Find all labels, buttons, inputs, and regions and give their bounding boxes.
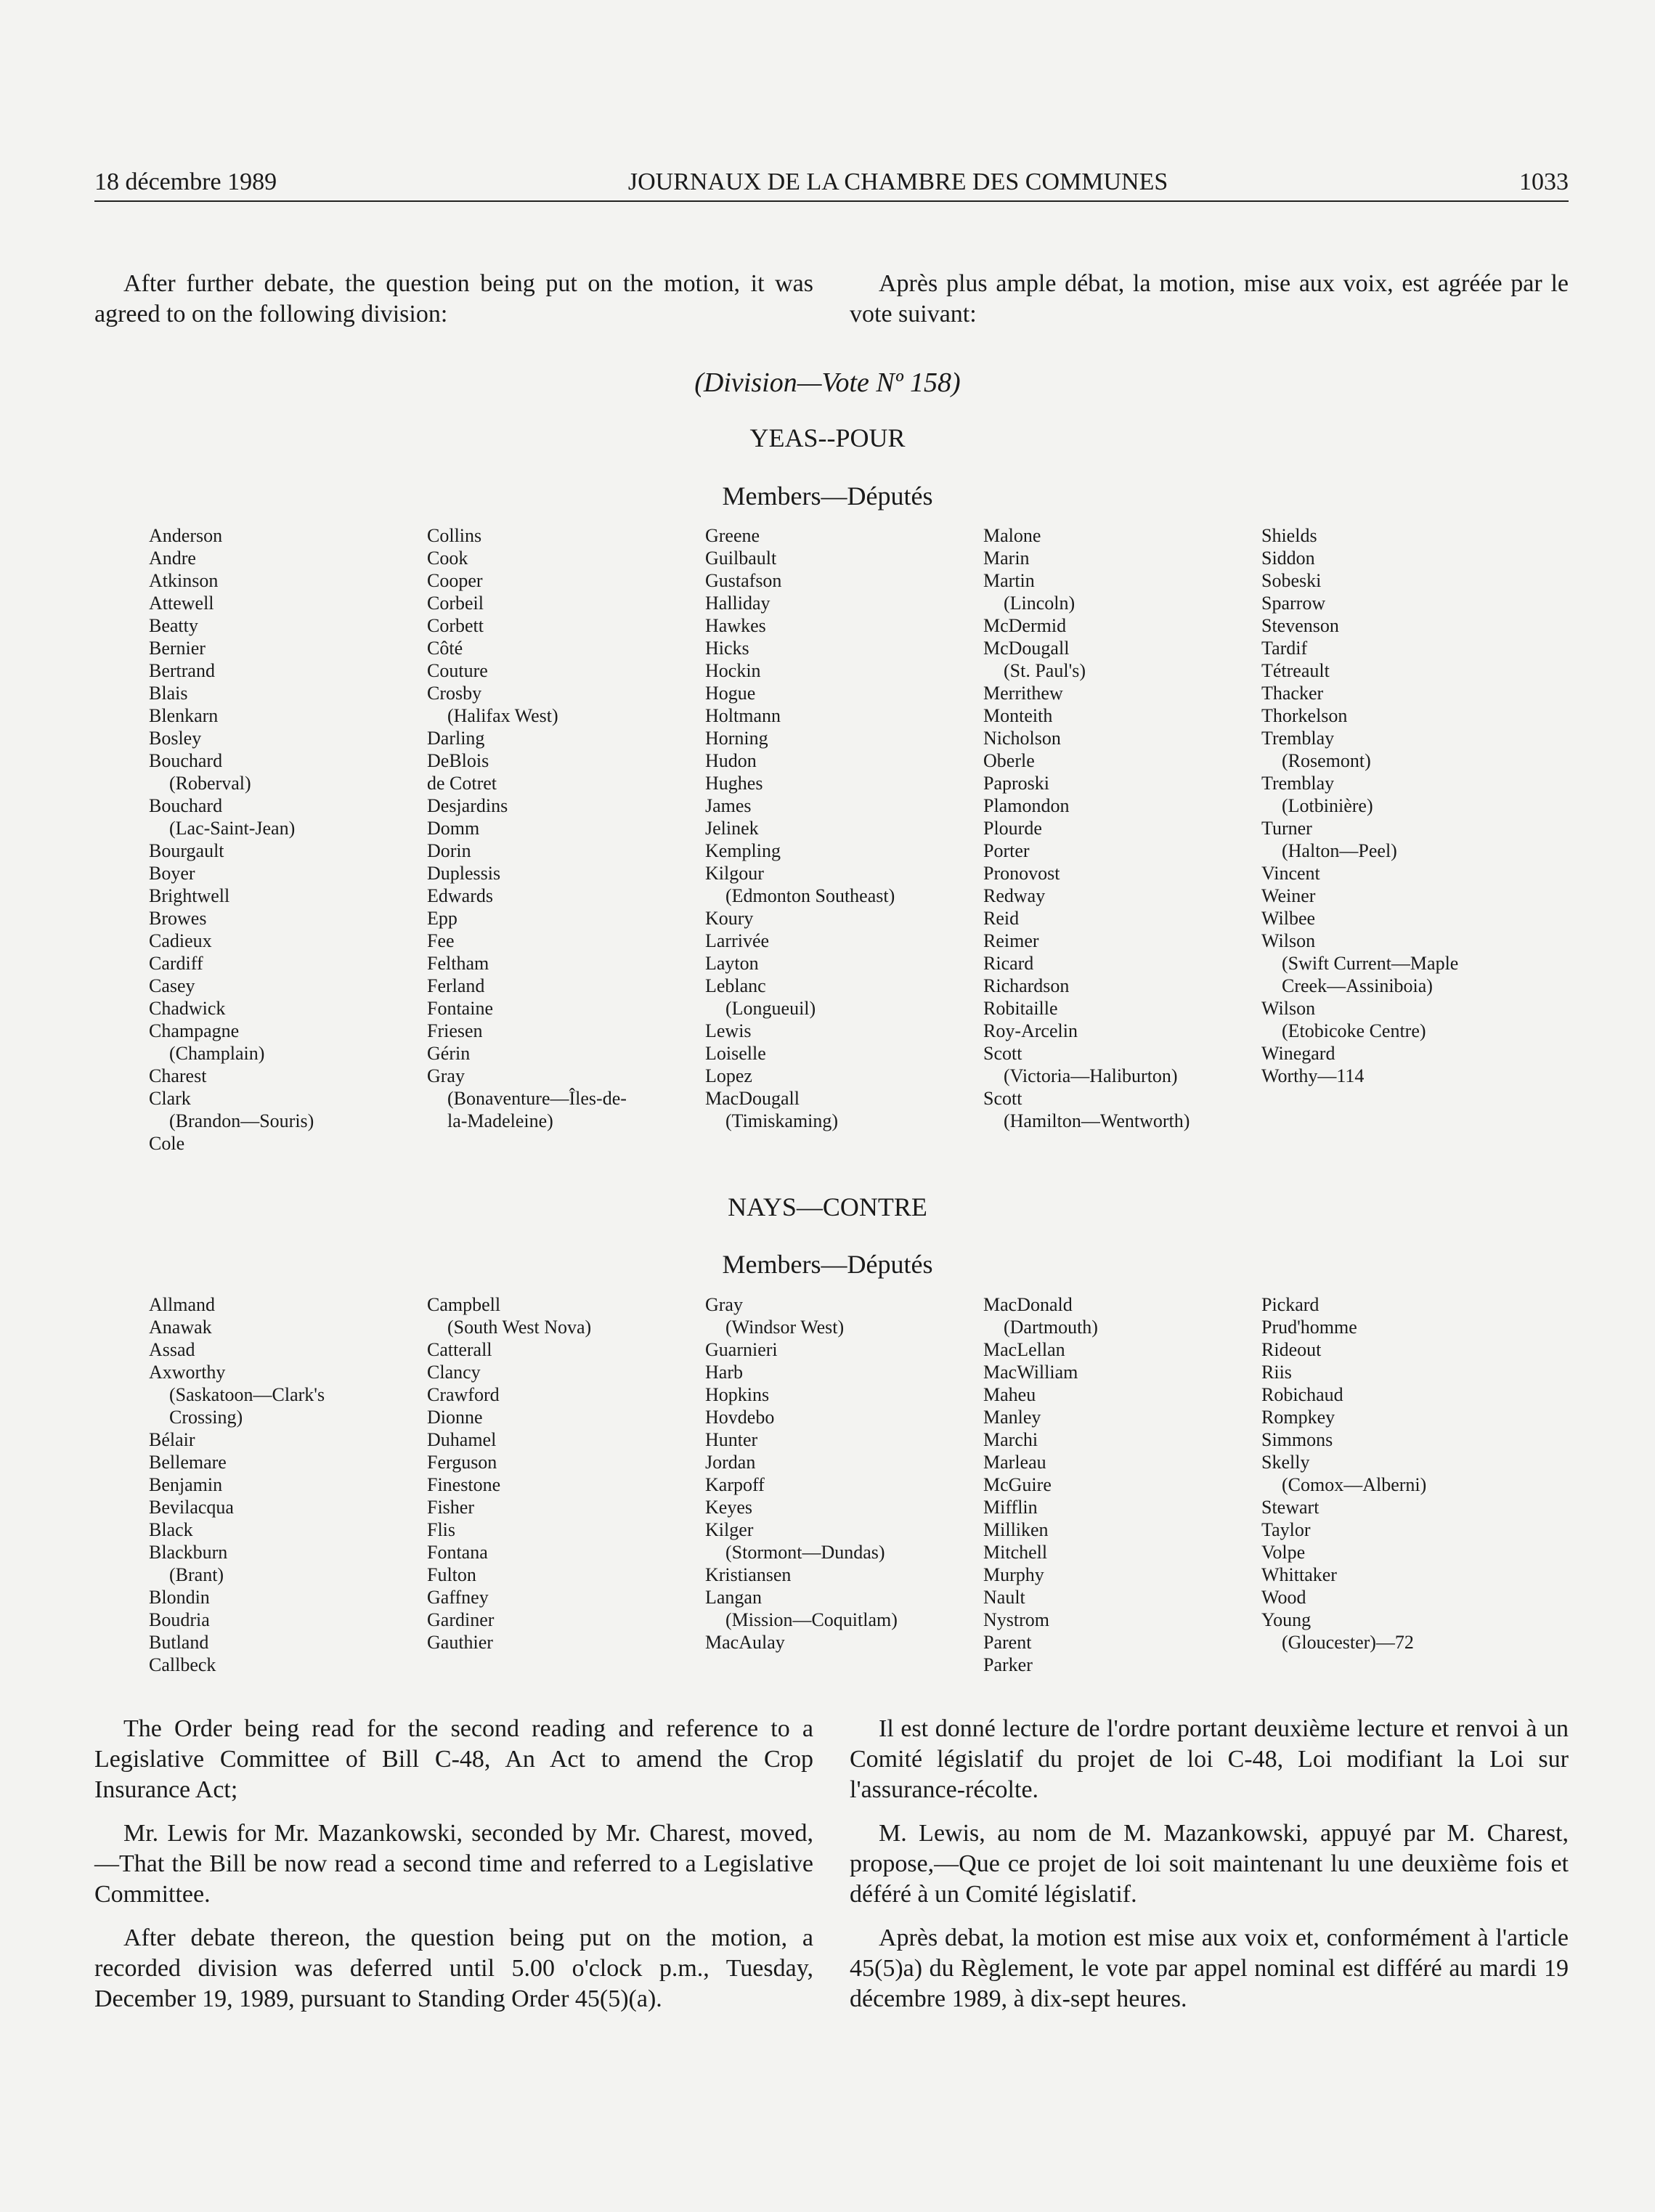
member-name: Harb: [705, 1362, 743, 1383]
riding-label: (Gloucester)—72: [1282, 1632, 1414, 1653]
intro-english: After further debate, the question being put on the motion, it was agreed to on the following division:: [94, 270, 813, 328]
member-name: Bertrand: [149, 660, 215, 681]
member-name: Sparrow: [1261, 593, 1326, 614]
member-name: Koury: [705, 908, 754, 929]
member-name: Worthy—114: [1261, 1065, 1365, 1086]
riding-label: (Etobicoke Centre): [1282, 1020, 1426, 1041]
member-name: Ferguson: [427, 1452, 497, 1473]
proceedings-english: [94, 1714, 813, 2028]
riding-label: (Rosemont): [1282, 750, 1371, 771]
member-name: Kilger: [705, 1519, 754, 1540]
riding-label: (Champlain): [169, 1043, 265, 1064]
riding-label: (Edmonton Southeast): [725, 885, 895, 906]
riding-label: (Brandon—Souris): [169, 1110, 314, 1131]
member-name: Blenkarn: [149, 705, 219, 726]
member-name: Atkinson: [149, 570, 219, 591]
member-name: Whittaker: [1261, 1564, 1337, 1585]
nays-subheading: Members—Députés: [722, 1250, 933, 1279]
member-name: Bevilacqua: [149, 1497, 234, 1518]
member-name: Rideout: [1261, 1339, 1322, 1360]
member-name: Redway: [983, 885, 1046, 906]
member-name: de Cotret: [427, 773, 497, 794]
member-name: Porter: [983, 840, 1030, 861]
member-name: Monteith: [983, 705, 1053, 726]
member-name: Flis: [427, 1519, 456, 1540]
member-name: Fontaine: [427, 998, 493, 1019]
member-name: Weiner: [1261, 885, 1316, 906]
member-name: Martin: [983, 570, 1035, 591]
member-name: Dionne: [427, 1407, 483, 1428]
member-name: Malone: [983, 525, 1041, 546]
member-name: Brightwell: [149, 885, 230, 906]
riding-label: Crossing): [169, 1407, 243, 1428]
name-column: [705, 1293, 983, 1676]
member-name: Finestone: [427, 1474, 501, 1495]
member-name: Campbell: [427, 1294, 501, 1315]
member-name: Chadwick: [149, 998, 226, 1019]
member-name: Prud'homme: [1261, 1317, 1357, 1338]
member-name: Thacker: [1261, 683, 1324, 704]
member-name: Hughes: [705, 773, 763, 794]
member-name: Hawkes: [705, 615, 766, 636]
member-name: Boyer: [149, 863, 195, 884]
member-name: Manley: [983, 1407, 1041, 1428]
member-name: Corbett: [427, 615, 484, 636]
member-name: Richardson: [983, 975, 1070, 996]
member-name: Corbeil: [427, 593, 484, 614]
member-name: Holtmann: [705, 705, 781, 726]
nays-name-list: [149, 1293, 1572, 1676]
member-name: Bouchard: [149, 750, 223, 771]
member-name: Nault: [983, 1587, 1025, 1608]
member-name: Gérin: [427, 1043, 471, 1064]
member-name: Ferland: [427, 975, 485, 996]
member-name: Fulton: [427, 1564, 476, 1585]
member-name: Skelly: [1261, 1452, 1310, 1473]
member-name: Wilson: [1261, 998, 1316, 1019]
member-name: Browes: [149, 908, 207, 929]
member-name: Gaffney: [427, 1587, 489, 1608]
yeas-subheading: Members—Députés: [722, 481, 933, 511]
member-name: Reimer: [983, 930, 1039, 951]
member-name: Beatty: [149, 615, 198, 636]
member-name: Anderson: [149, 525, 223, 546]
member-name: Bélair: [149, 1429, 195, 1450]
riding-label: (Hamilton—Wentworth): [1004, 1110, 1190, 1131]
member-name: Crosby: [427, 683, 482, 704]
member-name: Kilgour: [705, 863, 764, 884]
riding-label: (Bonaventure—Îles-de-: [447, 1088, 627, 1109]
member-name: Duplessis: [427, 863, 501, 884]
member-name: Kristiansen: [705, 1564, 792, 1585]
member-name: Roy-Arcelin: [983, 1020, 1078, 1041]
riding-label: (Windsor West): [725, 1317, 845, 1338]
member-name: Greene: [705, 525, 760, 546]
name-column: [149, 1293, 427, 1676]
member-name: Fisher: [427, 1497, 474, 1518]
member-name: Wood: [1261, 1587, 1306, 1608]
member-name: McGuire: [983, 1474, 1052, 1495]
proceedings-paragraph: Il est donné lecture de l'ordre portant deuxième lecture et renvoi à un Comité législatif du projet de loi C-48, Loi modifiant la Loi sur l'assurance-récolte.: [850, 1715, 1569, 1803]
member-name: Boudria: [149, 1609, 210, 1630]
member-name: Murphy: [983, 1564, 1044, 1585]
riding-label: (Comox—Alberni): [1282, 1474, 1427, 1495]
header-date: 18 décembre 1989: [94, 168, 277, 195]
member-name: Pronovost: [983, 863, 1060, 884]
member-name: Couture: [427, 660, 488, 681]
proceedings-french: [850, 1714, 1569, 2028]
name-column: [983, 524, 1261, 1155]
member-name: Desjardins: [427, 795, 508, 816]
member-name: MacAulay: [705, 1632, 785, 1653]
page-number: 1033: [1519, 168, 1569, 195]
member-name: Black: [149, 1519, 193, 1540]
member-name: Jelinek: [705, 818, 759, 839]
member-name: Bellemare: [149, 1452, 227, 1473]
member-name: Callbeck: [149, 1654, 216, 1675]
member-name: Sobeski: [1261, 570, 1322, 591]
member-name: Tremblay: [1261, 773, 1335, 794]
member-name: MacWilliam: [983, 1362, 1078, 1383]
riding-label: Creek—Assiniboia): [1282, 975, 1433, 996]
member-name: Cadieux: [149, 930, 212, 951]
name-column: [149, 524, 427, 1155]
member-name: Maheu: [983, 1384, 1036, 1405]
riding-label: (Lac-Saint-Jean): [169, 818, 296, 839]
riding-label: (Brant): [169, 1564, 224, 1585]
member-name: Horning: [705, 728, 768, 749]
proceedings-paragraph: M. Lewis, au nom de M. Mazankowski, appuyé par M. Charest, propose,—Que ce projet de loi soit maintenant lu une deuxième fois et déféré à un Comité législatif.: [850, 1820, 1569, 1908]
member-name: Clancy: [427, 1362, 481, 1383]
member-name: Turner: [1261, 818, 1312, 839]
member-name: Kempling: [705, 840, 781, 861]
member-name: Winegard: [1261, 1043, 1335, 1064]
member-name: Hudon: [705, 750, 757, 771]
member-name: Gardiner: [427, 1609, 495, 1630]
riding-label: (Lotbinière): [1282, 795, 1373, 816]
member-name: Hovdebo: [705, 1407, 775, 1428]
member-name: Gray: [427, 1065, 465, 1086]
member-name: Dorin: [427, 840, 471, 861]
member-name: Cole: [149, 1133, 185, 1154]
riding-label: (Stormont—Dundas): [725, 1542, 885, 1563]
member-name: Friesen: [427, 1020, 483, 1041]
nays-heading: NAYS—CONTRE: [728, 1192, 927, 1221]
riding-label: (Halifax West): [447, 705, 558, 726]
member-name: Thorkelson: [1261, 705, 1348, 726]
member-name: Scott: [983, 1088, 1022, 1109]
member-name: Champagne: [149, 1020, 240, 1041]
name-column: [983, 1293, 1261, 1676]
member-name: Langan: [705, 1587, 762, 1608]
riding-label: (St. Paul's): [1004, 660, 1086, 681]
member-name: Hicks: [705, 638, 749, 659]
member-name: Assad: [149, 1339, 195, 1360]
member-name: Stewart: [1261, 1497, 1319, 1518]
member-name: Tétreault: [1261, 660, 1330, 681]
name-column: [427, 1293, 705, 1676]
proceedings-paragraph: Après debat, la motion est mise aux voix et, conformément à l'article 45(5)a) du Règlement, le vote par appel nominal est différé au mardi 19 décembre 1989, à dix-sept heures.: [850, 1924, 1569, 2012]
member-name: Guarnieri: [705, 1339, 778, 1360]
member-name: Layton: [705, 953, 759, 974]
member-name: Halliday: [705, 593, 770, 614]
member-name: Allmand: [149, 1294, 215, 1315]
member-name: Merrithew: [983, 683, 1063, 704]
member-name: Feltham: [427, 953, 489, 974]
proceedings-paragraph: The Order being read for the second reading and reference to a Legislative Committee of Bill C-48, An Act to amend the Crop Insurance Act;: [94, 1715, 813, 1803]
member-name: Bourgault: [149, 840, 224, 861]
member-name: Benjamin: [149, 1474, 223, 1495]
member-name: Mitchell: [983, 1542, 1048, 1563]
member-name: Paproski: [983, 773, 1049, 794]
member-name: MacDougall: [705, 1088, 800, 1109]
member-name: Clark: [149, 1088, 191, 1109]
member-name: Cook: [427, 548, 468, 569]
member-name: Taylor: [1261, 1519, 1311, 1540]
riding-label: (Mission—Coquitlam): [725, 1609, 898, 1630]
member-name: Volpe: [1261, 1542, 1306, 1563]
member-name: Scott: [983, 1043, 1022, 1064]
intro-french: Après plus ample débat, la motion, mise aux voix, est agréée par le vote suivant:: [850, 270, 1569, 328]
member-name: Robitaille: [983, 998, 1058, 1019]
member-name: McDougall: [983, 638, 1070, 659]
member-name: Blondin: [149, 1587, 210, 1608]
member-name: Vincent: [1261, 863, 1320, 884]
member-name: Tremblay: [1261, 728, 1335, 749]
riding-label: (Lincoln): [1004, 593, 1075, 614]
member-name: Duhamel: [427, 1429, 497, 1450]
member-name: Rompkey: [1261, 1407, 1335, 1428]
header-title: JOURNAUX DE LA CHAMBRE DES COMMUNES: [627, 168, 1168, 195]
member-name: Edwards: [427, 885, 493, 906]
member-name: Larrivée: [705, 930, 770, 951]
member-name: Fontana: [427, 1542, 488, 1563]
proceedings-section: [94, 1714, 1569, 2028]
riding-label: (Longueuil): [725, 998, 816, 1019]
name-column: [427, 524, 705, 1155]
member-name: Collins: [427, 525, 482, 546]
member-name: Attewell: [149, 593, 214, 614]
member-name: Shields: [1261, 525, 1317, 546]
member-name: Stevenson: [1261, 615, 1339, 636]
riding-label: la-Madeleine): [447, 1110, 553, 1131]
name-column: [1261, 1293, 1540, 1676]
member-name: Hunter: [705, 1429, 758, 1450]
riding-label: (Halton—Peel): [1282, 840, 1397, 861]
name-column: [705, 524, 983, 1155]
member-name: Young: [1261, 1609, 1312, 1630]
member-name: Plamondon: [983, 795, 1070, 816]
riding-label: (South West Nova): [447, 1317, 592, 1338]
page-header: [94, 168, 1569, 202]
member-name: Casey: [149, 975, 195, 996]
member-name: Hopkins: [705, 1384, 770, 1405]
member-name: Oberle: [983, 750, 1035, 771]
name-column: [1261, 524, 1540, 1155]
member-name: Pickard: [1261, 1294, 1319, 1315]
member-name: Gustafson: [705, 570, 782, 591]
member-name: Darling: [427, 728, 485, 749]
riding-label: (Swift Current—Maple: [1282, 953, 1459, 974]
yeas-name-list: [149, 524, 1572, 1155]
division-title: (Division—Vote Nº 158): [694, 367, 961, 398]
member-name: Marleau: [983, 1452, 1046, 1473]
member-name: Hogue: [705, 683, 756, 704]
member-name: Wilbee: [1261, 908, 1316, 929]
yeas-heading: YEAS--POUR: [749, 423, 906, 452]
member-name: Plourde: [983, 818, 1042, 839]
member-name: Ricard: [983, 953, 1034, 974]
member-name: Axworthy: [149, 1362, 226, 1383]
member-name: Nystrom: [983, 1609, 1049, 1630]
member-name: Gray: [705, 1294, 743, 1315]
member-name: Côté: [427, 638, 463, 659]
intro-section: [94, 269, 1569, 330]
member-name: Butland: [149, 1632, 209, 1653]
member-name: Parent: [983, 1632, 1032, 1653]
member-name: Cooper: [427, 570, 483, 591]
member-name: Blais: [149, 683, 188, 704]
member-name: Cardiff: [149, 953, 203, 974]
member-name: Anawak: [149, 1317, 212, 1338]
member-name: Blackburn: [149, 1542, 228, 1563]
member-name: Mifflin: [983, 1497, 1038, 1518]
member-name: Leblanc: [705, 975, 766, 996]
member-name: McDermid: [983, 615, 1067, 636]
member-name: Crawford: [427, 1384, 500, 1405]
member-name: Charest: [149, 1065, 207, 1086]
member-name: Simmons: [1261, 1429, 1333, 1450]
member-name: DeBlois: [427, 750, 489, 771]
member-name: Marin: [983, 548, 1030, 569]
member-name: Marchi: [983, 1429, 1038, 1450]
member-name: Robichaud: [1261, 1384, 1343, 1405]
member-name: Bernier: [149, 638, 206, 659]
member-name: Fee: [427, 930, 455, 951]
member-name: Karpoff: [705, 1474, 765, 1495]
riding-label: (Timiskaming): [725, 1110, 839, 1131]
member-name: Hockin: [705, 660, 761, 681]
member-name: Siddon: [1261, 548, 1315, 569]
member-name: MacLellan: [983, 1339, 1065, 1360]
riding-label: (Roberval): [169, 773, 251, 794]
member-name: Epp: [427, 908, 458, 929]
member-name: Gauthier: [427, 1632, 493, 1653]
member-name: Bouchard: [149, 795, 223, 816]
member-name: Lewis: [705, 1020, 752, 1041]
member-name: Riis: [1261, 1362, 1292, 1383]
member-name: Domm: [427, 818, 480, 839]
member-name: Milliken: [983, 1519, 1049, 1540]
member-name: Catterall: [427, 1339, 492, 1360]
member-name: Lopez: [705, 1065, 752, 1086]
member-name: James: [705, 795, 752, 816]
member-name: Nicholson: [983, 728, 1061, 749]
riding-label: (Victoria—Haliburton): [1004, 1065, 1178, 1086]
member-name: Keyes: [705, 1497, 752, 1518]
proceedings-paragraph: Mr. Lewis for Mr. Mazankowski, seconded by Mr. Charest, moved,—That the Bill be now read a second time and referred to a Legislative Committee.: [94, 1820, 813, 1908]
member-name: Parker: [983, 1654, 1033, 1675]
riding-label: (Saskatoon—Clark's: [169, 1384, 325, 1405]
proceedings-paragraph: After debate thereon, the question being put on the motion, a recorded division was deferred until 5.00 o'clock p.m., Tuesday, December 19, 1989, pursuant to Standing Order 45(5)(a).: [94, 1924, 813, 2012]
member-name: MacDonald: [983, 1294, 1073, 1315]
member-name: Bosley: [149, 728, 202, 749]
member-name: Reid: [983, 908, 1020, 929]
member-name: Loiselle: [705, 1043, 766, 1064]
riding-label: (Dartmouth): [1004, 1317, 1098, 1338]
member-name: Guilbault: [705, 548, 777, 569]
member-name: Jordan: [705, 1452, 756, 1473]
member-name: Tardif: [1261, 638, 1308, 659]
member-name: Andre: [149, 548, 196, 569]
member-name: Wilson: [1261, 930, 1316, 951]
